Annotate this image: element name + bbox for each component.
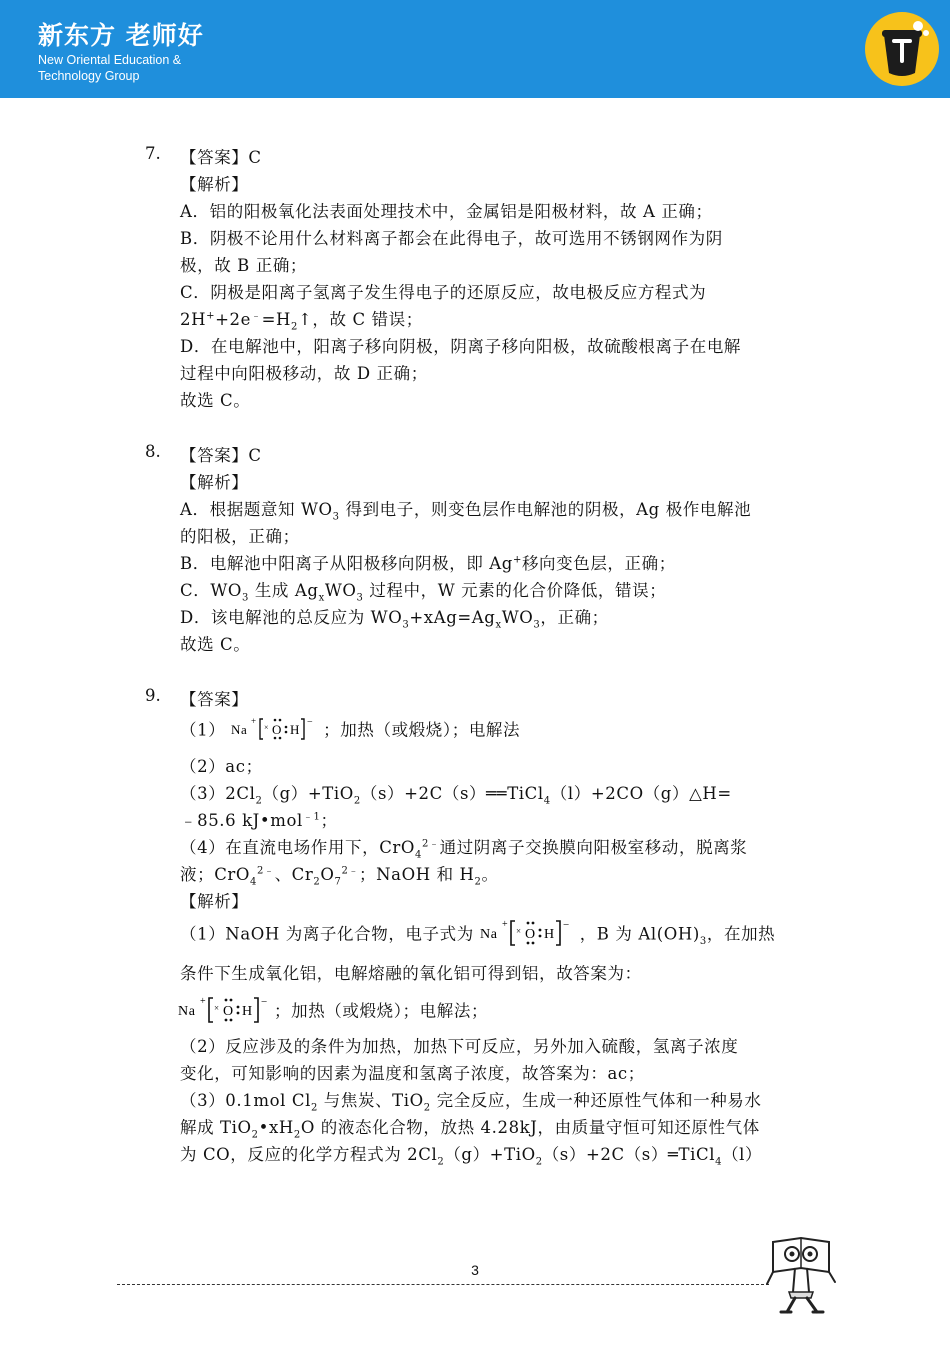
formula-charge: − (307, 717, 314, 728)
q8-option-c: C．$WO_3$ 生成 $Ag_xWO_3$ 过程中，W 元素的化合价降低，错误； (180, 581, 667, 604)
q8-option-a-2: 的阳极，正确； (180, 527, 300, 546)
formula-charge: − (562, 919, 570, 931)
q7-option-a: A．铝的阳极氧化法表面处理技术中，金属铝是阳极材料，故 A 正确； (180, 202, 713, 221)
brand-english (38, 52, 181, 84)
brand-english-line-1: New Oriental Education & (38, 53, 182, 67)
q9-answer-part-4-1: （4）在直流电场作用下，CrO$_4^{2﹣}$通过阴离子交换膜向阳极室移动，脱离浆 (180, 838, 748, 861)
q7-conclusion: 故选 C。 (180, 391, 251, 410)
q7-option-d-1: D．在电解池中，阳离子移向阴极，阴离子移向阳极，故硫酸根离子在电解 (180, 337, 742, 356)
formula-oxygen: O (272, 722, 283, 737)
q8-option-a-1: A．根据题意知 $WO_3$ 得到电子，则变色层作电解池的阴极，Ag 极作电解池 (180, 500, 752, 523)
q9-solution-1-1: （1）NaOH 为离子化合物，电子式为 Na + O H × − ，B 为 $Al(OH)_3$，在加热 (180, 918, 775, 952)
formula-na-charge: + (501, 919, 508, 930)
page-number: 3 (471, 1262, 479, 1278)
q7-analysis-label: 【解析】 (180, 175, 249, 194)
question-7-number: 7. (145, 144, 161, 163)
q9-answer-part-4-2: 液；CrO$_4^{2﹣}$、$Cr_2O_7^{2﹣}$；NaOH 和 $H_2$。 (180, 865, 499, 888)
formula-na: Na (178, 1004, 196, 1019)
q7-option-c-2: $2H^++2e^﹣=H_2↑$，故 C 错误； (180, 310, 423, 333)
formula-cross: × (264, 723, 270, 732)
q9-solution-3-2: 解成 $TiO_2•xH_2O$ 的液态化合物，放热 4.28kJ，由质量守恒可知还原性气体 (180, 1118, 760, 1141)
formula-cross: × (214, 1003, 220, 1013)
formula-na-charge: + (200, 996, 207, 1007)
formula-oxygen: O (223, 1004, 234, 1019)
brand-logo-icon (864, 11, 940, 87)
formula-oxygen: O (524, 927, 536, 942)
naoh-electron-formula-3 (178, 995, 274, 1029)
page-header (0, 0, 950, 98)
footer-divider (117, 1284, 769, 1285)
q9-solution-1-3: Na + O H × − ；加热（或煅烧）；电解法； (178, 995, 488, 1029)
naoh-electron-formula-2 (480, 918, 580, 952)
q9-solution-3-1: （3）0.1mol $Cl_2$ 与焦炭、TiO$_2$ 完全反应，生成一种还原性气体和一种易水 (180, 1091, 762, 1114)
q9-answer-part-3-1: $(3)2Cl_2(g)+TiO_2(s)+2C(s)══TiCl_4(l)+2CO(g)\triangle H=$ (180, 784, 732, 807)
formula-hydrogen: H (242, 1004, 253, 1019)
question-9-number: 9. (145, 686, 161, 705)
q8-conclusion: 故选 C。 (180, 635, 251, 654)
q7-option-d-2: 过程中向阳极移动，故 D 正确； (180, 364, 428, 383)
formula-charge: − (261, 996, 268, 1008)
q9-solution-2-1: （2）反应涉及的条件为加热，加热下可反应，另外加入硫酸，氢离子浓度 (180, 1037, 739, 1056)
q9-answer-part-2: （2）ac； (180, 757, 263, 776)
formula-cross: × (515, 926, 522, 936)
q9-answer: 【答案】 (180, 690, 249, 709)
q7-option-c-1: C．阴极是阳离子氢离子发生得电子的还原反应，故电极反应方程式为 (180, 283, 707, 302)
q9-answer-part-3-2: ﹣85.6 kJ•mol$^{﹣1}$； (180, 811, 338, 830)
formula-na: Na (479, 927, 498, 942)
brand-chinese: 新东方 老师好 (38, 21, 204, 50)
q9-answer-part-1: （1） Na + O H × − ；加热（或煅烧）；电解法 (180, 716, 520, 746)
q9-analysis-label: 【解析】 (180, 892, 249, 911)
formula-hydrogen: H (543, 927, 555, 942)
mascot-reading-icon (765, 1232, 837, 1316)
q8-option-b: B．电解池中阳离子从阳极移向阴极，即 Ag+移向变色层，正确； (180, 554, 676, 573)
q8-answer: 【答案】C (180, 446, 262, 465)
formula-na: Na (231, 722, 248, 737)
q7-answer: 【答案】C (180, 148, 262, 167)
q9-solution-2-2: 变化，可知影响的因素为温度和氢离子浓度，故答案为：ac； (180, 1064, 645, 1083)
q8-option-d: D．该电解池的总反应为 $WO_3+xAg=Ag_xWO_3$，正确； (180, 608, 609, 631)
q7-option-b-2: 极，故 B 正确； (180, 256, 308, 275)
formula-hydrogen: H (290, 722, 301, 737)
q9-solution-1-2: 条件下生成氧化铝，电解熔融的氧化铝可得到铝，故答案为： (180, 964, 642, 983)
brand-english-line-2: Technology Group (38, 69, 140, 83)
question-8-number: 8. (145, 442, 161, 461)
formula-na-charge: + (251, 716, 257, 726)
q8-analysis-label: 【解析】 (180, 473, 249, 492)
q7-option-b-1: B．阴极不论用什么材料离子都会在此得电子，故可选用不锈钢网作为阴 (180, 229, 723, 248)
q9-solution-3-3: 为 CO，反应的化学方程式为 $2Cl_2(g)+TiO_2(s)+2C(s)═TiCl_4(l)$ (180, 1145, 763, 1168)
naoh-electron-formula (231, 716, 323, 746)
